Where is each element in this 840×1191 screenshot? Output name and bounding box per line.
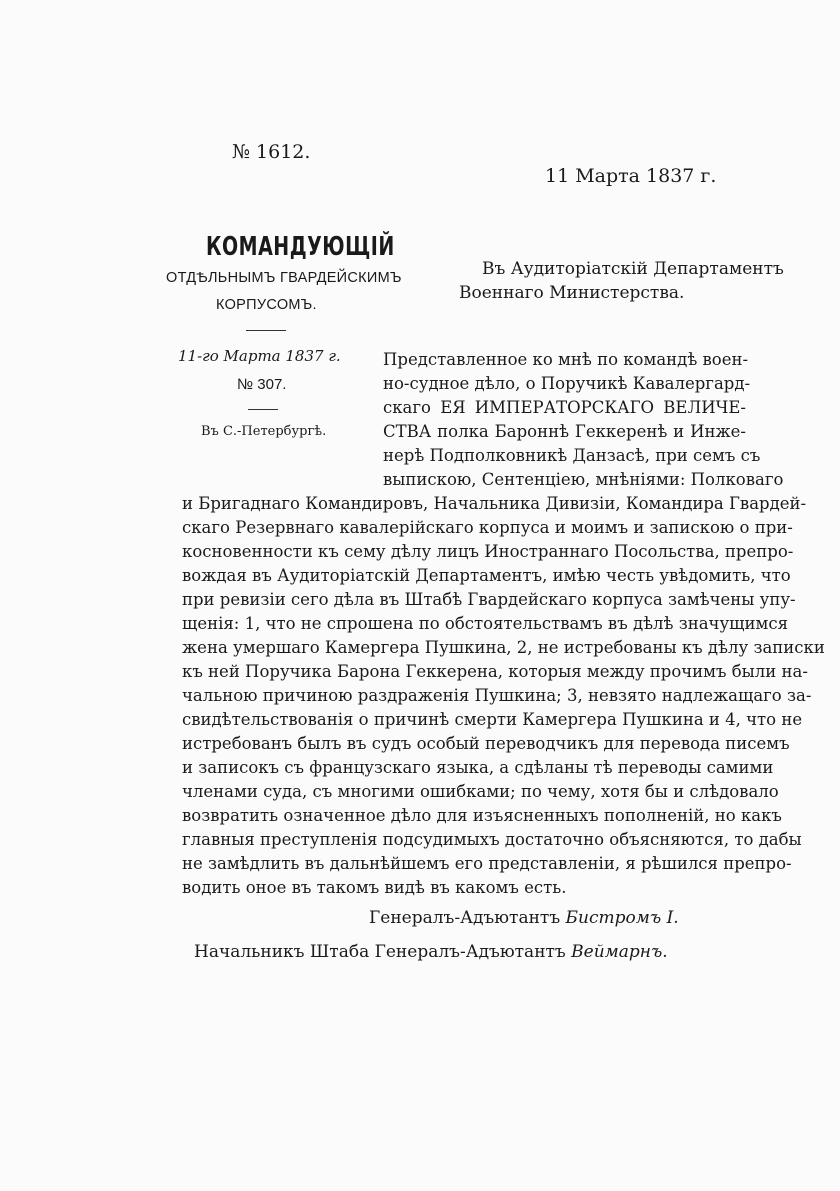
body-line: при ревизіи сего дѣла въ Штабѣ Гвардейскаго корпуса замѣчены упу- bbox=[182, 590, 796, 609]
sender-line-1: ОТДѢЛЬНЫМЪ ГВАРДЕЙСКИМЪ bbox=[166, 270, 402, 286]
body-line: СТВА полка Бароннѣ Геккеренѣ и Инже- bbox=[383, 422, 746, 441]
body-line: жена умершаго Камергера Пушкина, 2, не истребованы къ дѣлу записки bbox=[182, 638, 825, 657]
outgoing-place: Въ С.-Петербургѣ. bbox=[201, 424, 327, 439]
signature-1-title: Генералъ-Адъютантъ bbox=[369, 908, 561, 928]
body-line: скаго ЕЯ ИМПЕРАТОРСКАГО ВЕЛИЧЕ- bbox=[383, 398, 746, 417]
body-line: чальною причиною раздраженія Пушкина; 3, невзято надлежащаго за- bbox=[182, 686, 812, 705]
body-line: скаго Резервнаго кавалерійскаго корпуса и моимъ и запискою о при- bbox=[182, 518, 793, 537]
document-number: № 1612. bbox=[232, 141, 311, 163]
addressee-line-2: Военнаго Министерства. bbox=[459, 283, 685, 303]
divider bbox=[248, 409, 278, 410]
document-date: 11 Марта 1837 г. bbox=[545, 165, 717, 187]
divider bbox=[246, 330, 286, 331]
sender-title: КОМАНДУЮЩІЙ bbox=[206, 232, 395, 262]
body-line: къ ней Поручика Барона Геккерена, которыя между прочимъ были на- bbox=[182, 662, 808, 681]
signature-1 bbox=[369, 908, 679, 928]
sender-line-2: КОРПУСОМЪ. bbox=[216, 297, 317, 313]
body-line: главныя преступленія подсудимыхъ достаточно объясняются, то дабы bbox=[182, 830, 802, 849]
body-line: выпискою, Сентенціею, мнѣніями: Полковаго bbox=[383, 470, 784, 489]
body-line: возвратить означенное дѣло для изъясненныхъ пополненій, но какъ bbox=[182, 806, 782, 825]
body-line: нерѣ Подполковникѣ Данзасѣ, при семъ съ bbox=[383, 446, 761, 465]
body-line: щенія: 1, что не спрошена по обстоятельствамъ въ дѣлѣ значущимся bbox=[182, 614, 788, 633]
body-line: и Бригаднаго Командировъ, Начальника Дивизіи, Командира Гвардей- bbox=[182, 494, 807, 513]
body-line: вождая въ Аудиторіатскій Департаментъ, имѣю честь увѣдомить, что bbox=[182, 566, 791, 585]
body-line: Представленное ко мнѣ по командѣ воен- bbox=[383, 350, 749, 369]
outgoing-number: № 307. bbox=[237, 376, 287, 393]
addressee-line-1: Въ Аудиторіатскій Департаментъ bbox=[482, 259, 784, 279]
signature-2-name: Веймарнъ. bbox=[571, 942, 668, 962]
body-line: и записокъ съ французскаго языка, а сдѣланы тѣ переводы самими bbox=[182, 758, 774, 777]
body-line: членами суда, съ многими ошибками; по чему, хотя бы и слѣдовало bbox=[182, 782, 779, 801]
body-line: косновенности къ сему дѣлу лицъ Иностраннаго Посольства, препро- bbox=[182, 542, 794, 561]
signature-2 bbox=[194, 942, 668, 962]
signature-2-title: Начальникъ Штаба Генералъ-Адъютантъ bbox=[194, 942, 566, 962]
body-line: истребованъ былъ въ судъ особый переводчикъ для перевода писемъ bbox=[182, 734, 790, 753]
body-line: свидѣтельствованія о причинѣ смерти Камергера Пушкина и 4, что не bbox=[182, 710, 803, 729]
body-line: водить оное въ такомъ видѣ въ какомъ есть. bbox=[182, 878, 567, 897]
body-line: но-судное дѣло, о Поручикѣ Кавалергард- bbox=[383, 374, 751, 393]
signature-1-name: Бистромъ I. bbox=[565, 908, 679, 928]
outgoing-date: 11-го Марта 1837 г. bbox=[178, 347, 341, 365]
body-line: не замѣдлить въ дальнѣйшемъ его представленіи, я рѣшился препро- bbox=[182, 854, 792, 873]
